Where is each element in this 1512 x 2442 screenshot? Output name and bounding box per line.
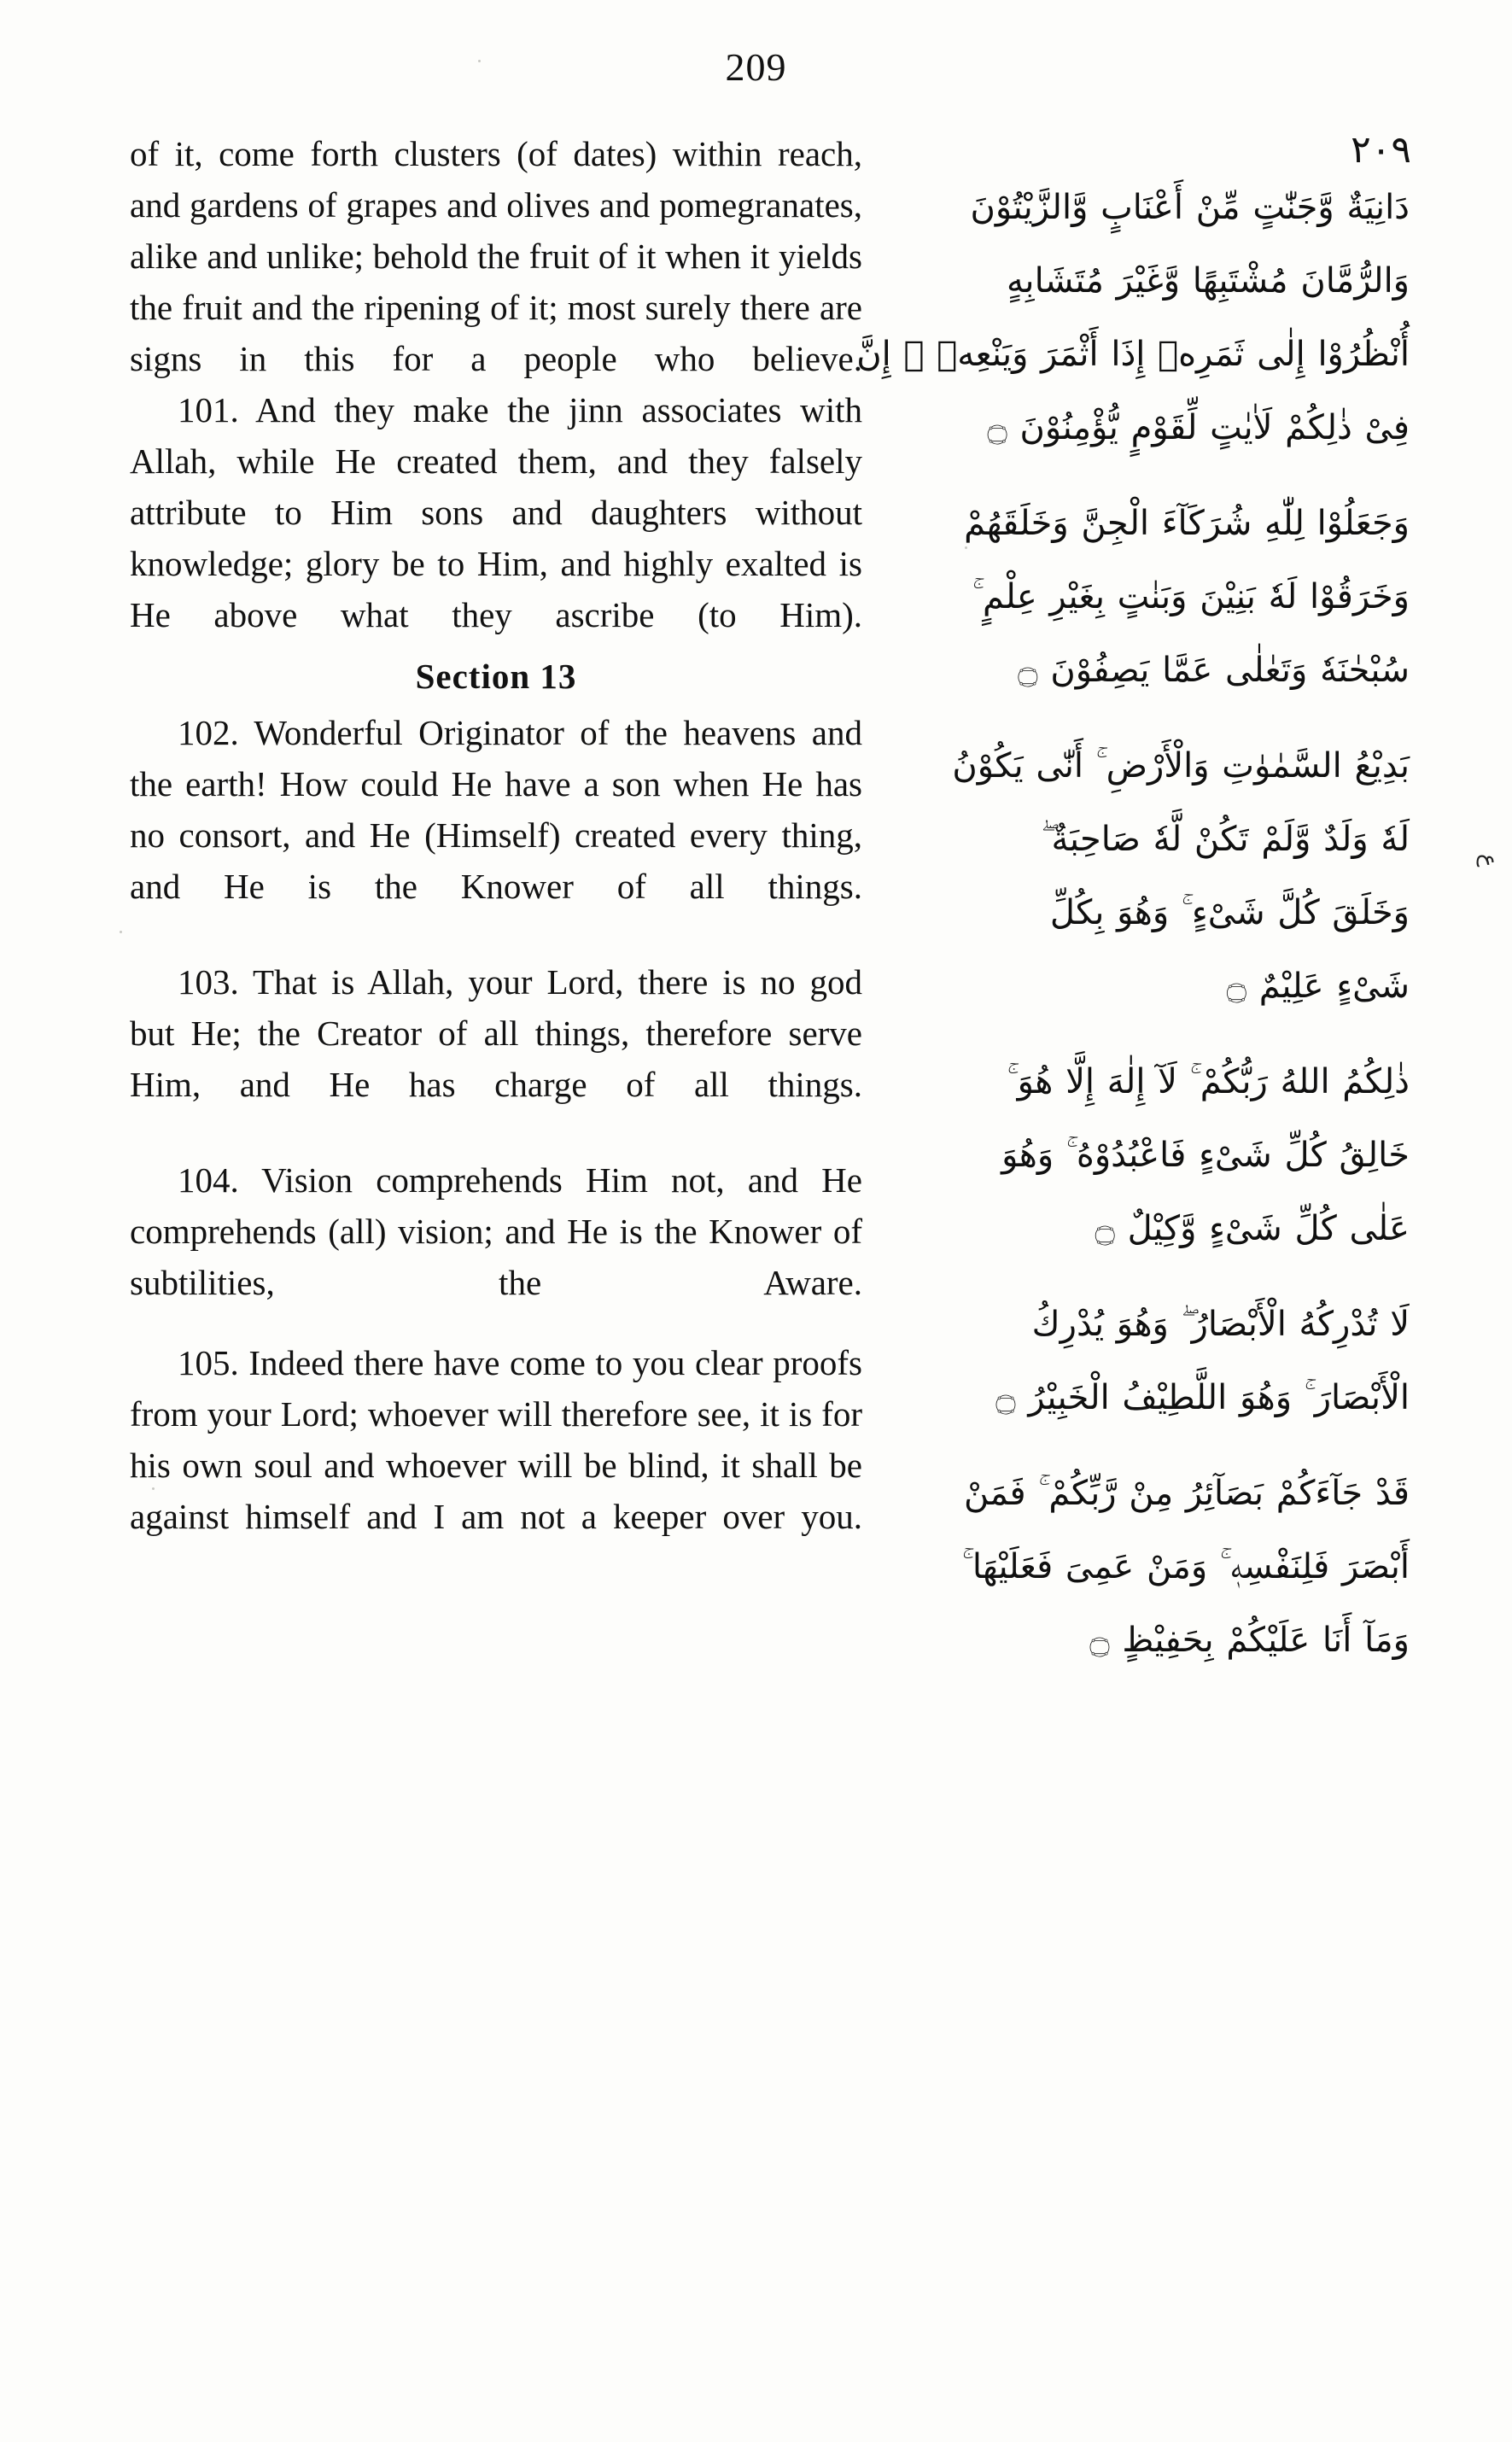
paragraph-spacer <box>130 1110 862 1154</box>
arabic-line: وَخَلَقَ كُلَّ شَىْءٍ ۚ وَهُوَ بِكُلِّ <box>1049 893 1410 932</box>
arabic-verse-block <box>863 1288 1410 1434</box>
arabic-line: وَخَرَقُوْا لَهٗ بَنِيْنَ وَبَنٰتٍ بِغَيْرِ عِلْمٍ ۚ <box>972 577 1410 616</box>
verse-105: 105. Indeed there have come to you clear proofs from your Lord; whoever will therefore see, it is for his own soul and whoever will be blind, it shall be against himself and I am not a keeper over you. <box>130 1343 862 1536</box>
verse-100-continuation: of it, come forth clusters (of dates) within reach, and gardens of grapes and olives and pomegranates, alike and unlike; behold the fruit of it when it yields the fruit and the ripening of it; most surely there are signs in this for a people who believe. <box>130 134 862 378</box>
arabic-verse-block <box>863 1457 1410 1677</box>
arabic-line: وَجَعَلُوْا لِلّٰهِ شُرَكَآءَ الْجِنَّ وَخَلَقَهُمْ <box>964 504 1410 543</box>
scan-speckle <box>120 931 122 933</box>
arabic-line: لَهٗ وَلَدٌ وَّلَمْ تَكُنْ لَّهٗ صَاحِبَةٌ ۖ <box>1041 820 1410 859</box>
paragraph-spacer <box>130 912 862 956</box>
arabic-verse-block <box>863 1045 1410 1265</box>
arabic-text-column <box>856 171 1410 1692</box>
verse-104: 104. Vision comprehends Him not, and He comprehends (all) vision; and He is the Knower of subtilities, the Aware. <box>130 1160 862 1302</box>
scan-speckle <box>965 546 967 549</box>
paragraph-spacer <box>130 1308 862 1337</box>
arabic-line: قَدْ جَآءَكُمْ بَصَآئِرُ مِنْ رَّبِّكُمْ ۚ فَمَنْ <box>963 1474 1410 1513</box>
arabic-line: لَا تُدْرِكُهُ الْأَبْصَارُ ۖ وَهُوَ يُدْرِكُ <box>1031 1305 1410 1344</box>
page-number: 209 <box>725 45 787 89</box>
arabic-line: بَدِيْعُ السَّمٰوٰتِ وَالْأَرْضِ ۚ أَنّٰى يَكُوْنُ <box>952 746 1410 786</box>
ruku-marker: ع <box>1476 854 1502 868</box>
verse-101: 101. And they make the jinn associates with Allah, while He created them, and they falsely attribute to Him sons and daughters without knowledge; glory be to Him, and highly exalted is He above what they ascribe (to Him). <box>130 390 862 634</box>
arabic-verse-block <box>863 487 1410 707</box>
scan-speckle <box>478 60 481 62</box>
arabic-verse-block <box>863 729 1410 1023</box>
arabic-line: أُنْظُرُوْا إِلٰى ثَمَرِهٖ إِذَا أَثْمَرَ وَيَنْعِهٖ ۚ إِنَّ <box>856 335 1410 374</box>
arabic-line: وَمَآ أَنَا عَلَيْكُمْ بِحَفِيْظٍ ۝ <box>1089 1621 1410 1660</box>
arabic-line: عَلٰى كُلِّ شَىْءٍ وَّكِيْلٌ ۝ <box>1095 1209 1410 1248</box>
arabic-line: أَبْصَرَ فَلِنَفْسِهٖ ۚ وَمَنْ عَمِىَ فَعَلَيْهَا ۚ <box>961 1547 1410 1586</box>
english-translation-column <box>130 128 862 1542</box>
verse-102: 102. Wonderful Originator of the heavens and the earth! How could He have a son when He has no consort, and He (Himself) created every thing, and He is the Knower of all things. <box>130 713 862 906</box>
section-heading: Section 13 <box>415 657 577 696</box>
scan-speckle <box>152 1487 155 1490</box>
arabic-line: خَالِقُ كُلِّ شَىْءٍ فَاعْبُدُوْهُ ۚ وَهُوَ <box>1001 1136 1410 1175</box>
arabic-verse-block <box>856 171 1410 464</box>
arabic-line: دَانِيَةٌ وَّجَنّٰتٍ مِّنْ أَعْنَابٍ وَّالزَّيْتُوْنَ <box>970 188 1410 227</box>
arabic-line: الْأَبْصَارَ ۚ وَهُوَ اللَّطِيْفُ الْخَبِيْرُ ۝ <box>995 1378 1410 1417</box>
arabic-line: سُبْحٰنَهٗ وَتَعٰلٰى عَمَّا يَصِفُوْنَ ۝ <box>1018 651 1410 690</box>
arabic-page-number: ٢٠٩ <box>1351 128 1411 172</box>
arabic-line: فِىْ ذٰلِكُمْ لَاٰيٰتٍ لِّقَوْمٍ يُّؤْمِنُوْنَ ۝ <box>987 408 1410 447</box>
verse-103: 103. That is Allah, your Lord, there is no god but He; the Creator of all things, therefore serve Him, and He has charge of all things. <box>130 962 862 1104</box>
arabic-line: ذٰلِكُمُ اللهُ رَبُّكُمْ ۚ لَآ إِلٰهَ إِلَّا هُوَ ۚ <box>1007 1062 1410 1101</box>
arabic-line: شَىْءٍ عَلِيْمٌ ۝ <box>1226 967 1410 1006</box>
arabic-line: وَالرُّمَّانَ مُشْتَبِهًا وَّغَيْرَ مُتَشَابِهٍ <box>1006 261 1410 301</box>
